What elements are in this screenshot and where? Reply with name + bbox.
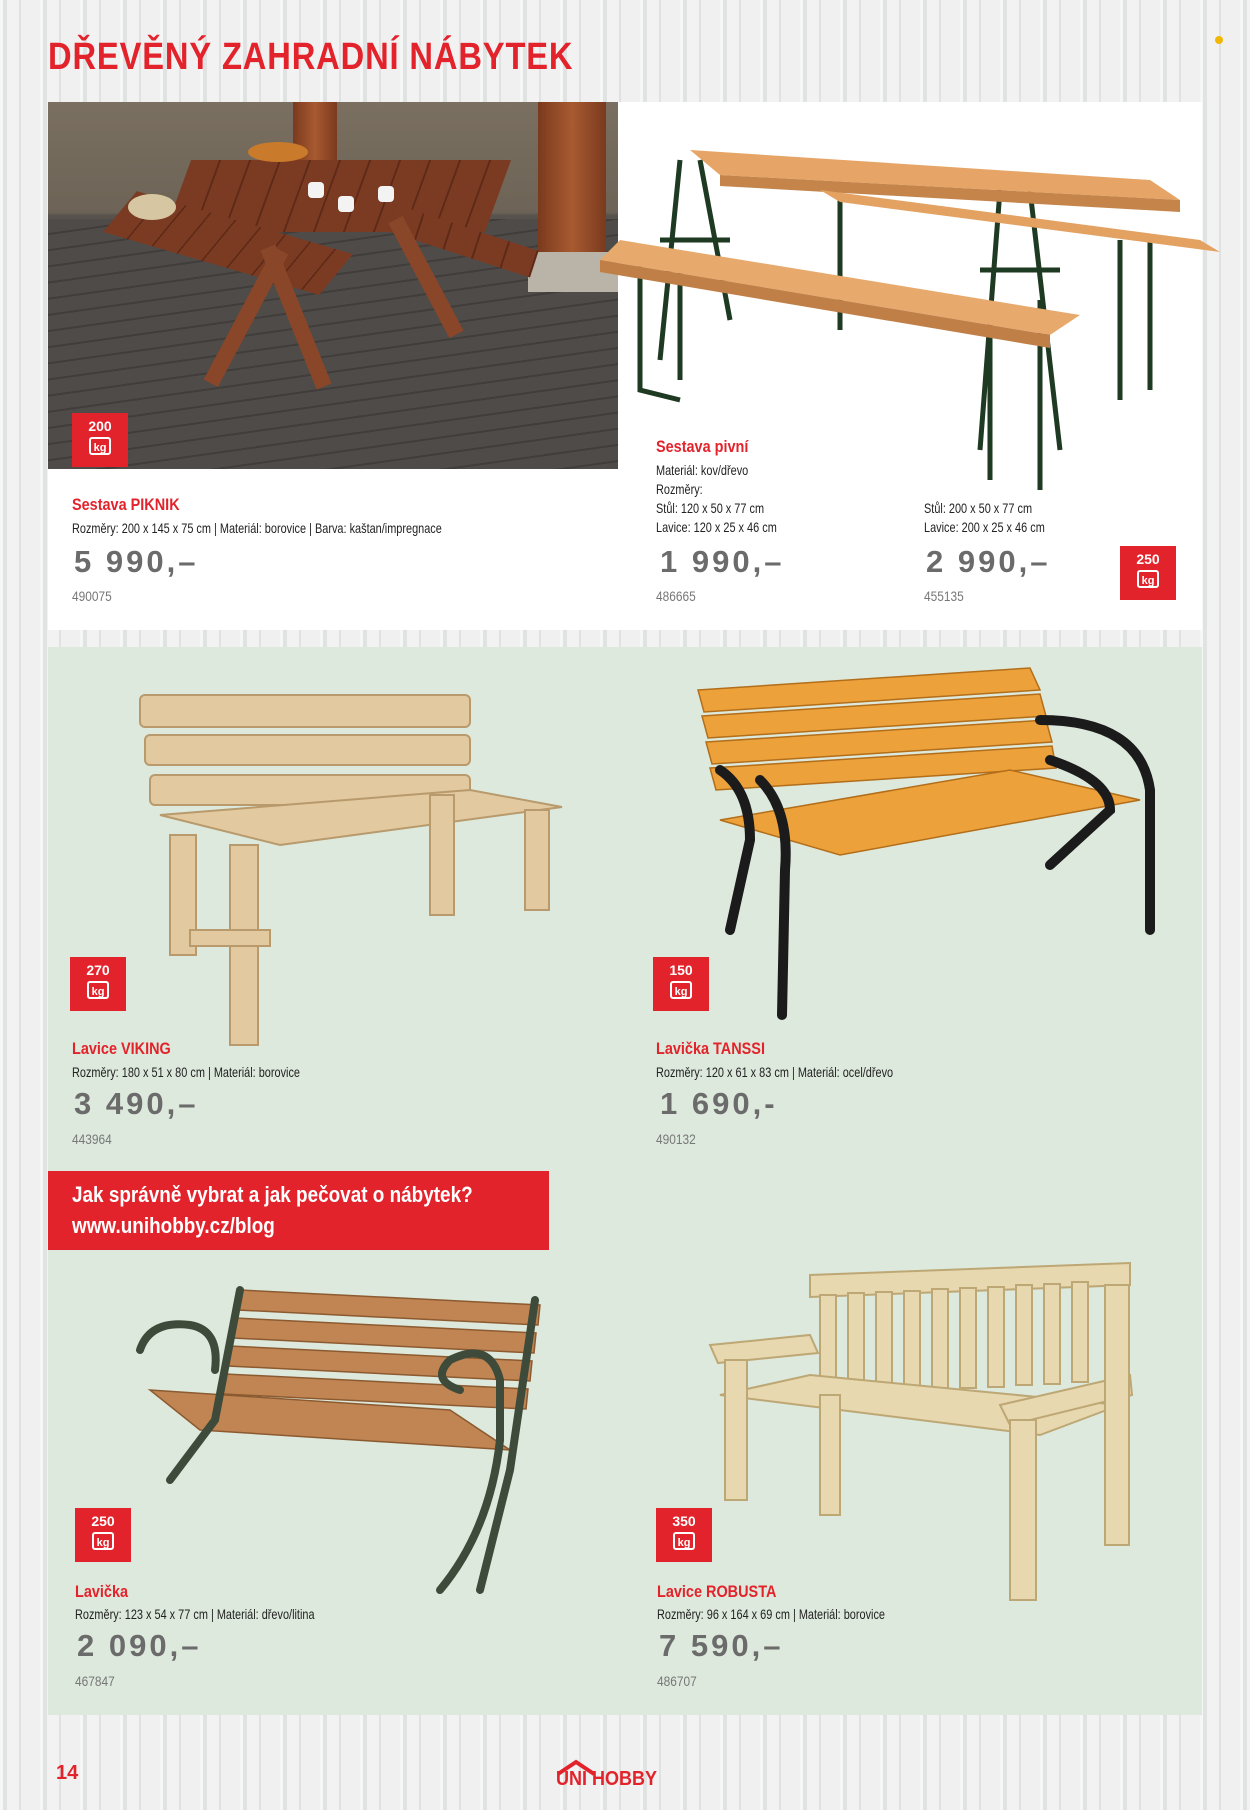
banner-question: Jak správně vybrat a jak pečovat o nábytek? bbox=[72, 1182, 473, 1207]
unihobby-logo[interactable] bbox=[556, 1760, 692, 1790]
pivni-material: Materiál: kov/dřevo bbox=[656, 462, 749, 478]
price-piknik: 5 990,– bbox=[74, 544, 199, 579]
code-pivni-a: 486665 bbox=[656, 588, 696, 604]
banner-link[interactable]: www.unihobby.cz/blog bbox=[72, 1213, 275, 1238]
piknik-photo bbox=[48, 102, 618, 469]
code-piknik: 490075 bbox=[72, 588, 112, 604]
code-viking: 443964 bbox=[72, 1131, 112, 1147]
weight-icon: kg bbox=[87, 981, 109, 999]
load-badge-robusta: 350 kg bbox=[656, 1508, 712, 1562]
load-badge-lavicka: 250 kg bbox=[75, 1508, 131, 1562]
page-number: 14 bbox=[56, 1762, 79, 1784]
corner-dot bbox=[1215, 36, 1223, 44]
tanssi-bench-image bbox=[690, 660, 1160, 1020]
product-spec-lavicka: Rozměry: 123 x 54 x 77 cm | Materiál: dřevo/litina bbox=[75, 1606, 315, 1622]
product-spec-tanssi: Rozměry: 120 x 61 x 83 cm | Materiál: ocel/dřevo bbox=[656, 1064, 894, 1080]
price-lavicka: 2 090,– bbox=[77, 1628, 202, 1663]
code-tanssi: 490132 bbox=[656, 1131, 696, 1147]
robusta-bench-image bbox=[700, 1255, 1140, 1605]
load-badge-pivni: 250 kg bbox=[1120, 546, 1176, 600]
product-spec-robusta: Rozměry: 96 x 164 x 69 cm | Materiál: borovice bbox=[657, 1606, 886, 1622]
product-name-tanssi: Lavička TANSSI bbox=[656, 1039, 765, 1058]
product-name-viking: Lavice VIKING bbox=[72, 1039, 171, 1058]
pivni-a-lavice: Lavice: 120 x 25 x 46 cm bbox=[656, 519, 777, 535]
weight-icon: kg bbox=[89, 437, 111, 455]
page-title: DŘEVĚNÝ ZAHRADNÍ NÁBYTEK bbox=[48, 36, 574, 78]
product-spec-viking: Rozměry: 180 x 51 x 80 cm | Materiál: borovice bbox=[72, 1064, 301, 1080]
load-badge-tanssi: 150 kg bbox=[653, 957, 709, 1011]
logo-text: UNI HOBBY bbox=[556, 1768, 658, 1790]
code-robusta: 486707 bbox=[657, 1673, 697, 1689]
weight-icon: kg bbox=[1137, 570, 1159, 588]
weight-icon: kg bbox=[92, 1532, 114, 1550]
product-spec-piknik: Rozměry: 200 x 145 x 75 cm | Materiál: borovice | Barva: kaštan/impregnace bbox=[72, 520, 442, 536]
load-badge-viking: 270 kg bbox=[70, 957, 126, 1011]
price-pivni-a: 1 990,– bbox=[660, 544, 785, 579]
blog-banner[interactable] bbox=[48, 1171, 549, 1250]
load-badge-piknik: 200 kg bbox=[72, 413, 128, 467]
code-pivni-b: 455135 bbox=[924, 588, 964, 604]
price-viking: 3 490,– bbox=[74, 1086, 199, 1121]
price-tanssi: 1 690,- bbox=[660, 1086, 778, 1121]
product-name-pivni: Sestava pivní bbox=[656, 437, 749, 456]
viking-bench-image bbox=[130, 685, 570, 1045]
code-lavicka: 467847 bbox=[75, 1673, 115, 1689]
price-robusta: 7 590,– bbox=[659, 1628, 784, 1663]
product-name-robusta: Lavice ROBUSTA bbox=[657, 1582, 777, 1601]
pivni-b-stul: Stůl: 200 x 50 x 77 cm bbox=[924, 500, 1033, 516]
product-name-piknik: Sestava PIKNIK bbox=[72, 495, 180, 514]
weight-icon: kg bbox=[670, 981, 692, 999]
pivni-a-stul: Stůl: 120 x 50 x 77 cm bbox=[656, 500, 765, 516]
price-pivni-b: 2 990,– bbox=[926, 544, 1051, 579]
product-name-lavicka: Lavička bbox=[75, 1582, 129, 1601]
weight-icon: kg bbox=[673, 1532, 695, 1550]
pivni-dims-label: Rozměry: bbox=[656, 481, 703, 497]
lavicka-bench-image bbox=[130, 1280, 550, 1610]
pivni-b-lavice: Lavice: 200 x 25 x 46 cm bbox=[924, 519, 1045, 535]
